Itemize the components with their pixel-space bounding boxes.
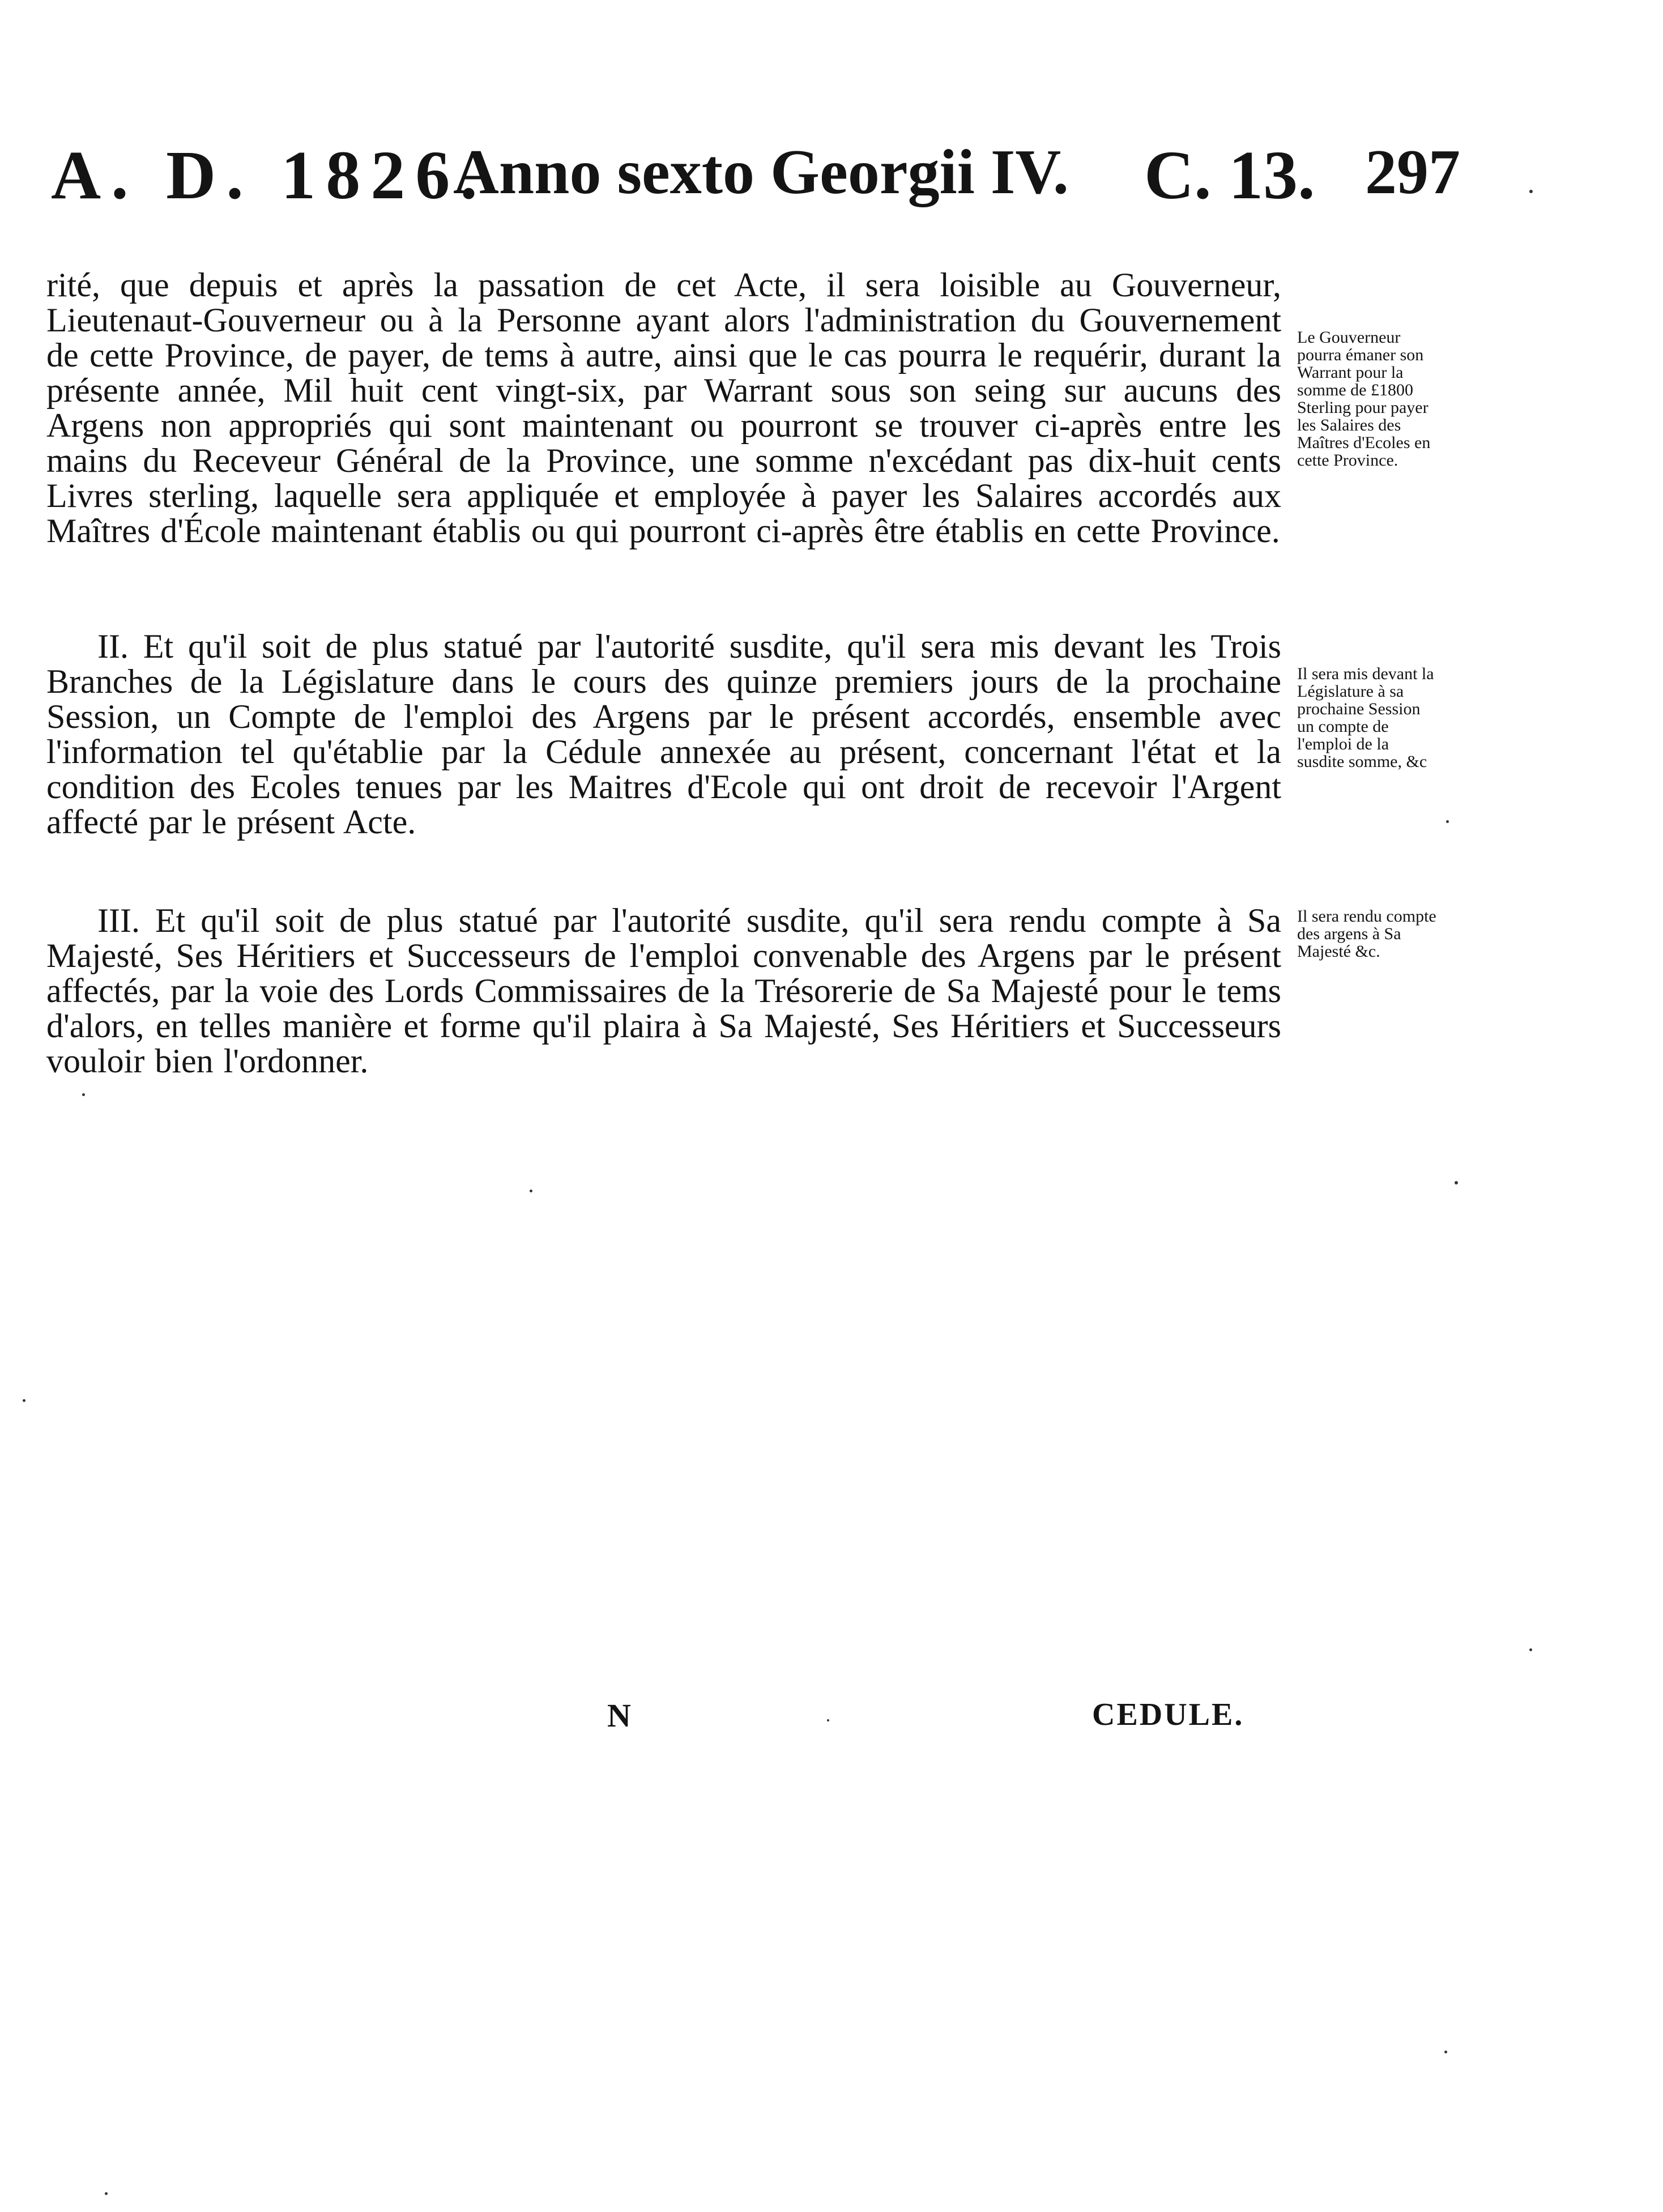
scan-speck xyxy=(105,2192,108,2195)
paragraph-3-text: III. Et qu'il soit de plus statué par l'autorité susdite, qu'il sera rendu compte à Sa Majesté, Ses Héritiers et Successeurs de l'emploi convenable des Argens par le présent affectés, par la voie des Lords Commissaires de la Trésorerie de Sa Majesté pour le tems d'alors, en telles manière et forme qu'il plaira à Sa Majesté, Ses Héritiers et Successeurs vouloir bien l'ordonner. xyxy=(46,902,1281,1080)
scan-speck xyxy=(530,1190,532,1192)
catchword: CEDULE. xyxy=(1092,1697,1244,1732)
paragraph-3 xyxy=(46,903,1281,1079)
header-title: Anno sexto Georgii IV. xyxy=(453,137,1069,207)
scan-speck xyxy=(1444,2051,1447,2053)
scan-speck xyxy=(1446,820,1449,823)
scan-speck xyxy=(1455,1181,1458,1184)
running-head xyxy=(51,136,1460,221)
scan-speck xyxy=(827,1719,829,1721)
paragraph-1-text: rité, que depuis et après la passation de cet Acte, il sera loisible au Gouverneur, Lieutenaut-Gouverneur ou à la Personne ayant alors l'administration du Gouvernement de cette Province, de payer, de tems à autre, ainsi que le cas pourra le requérir, durant la présente année, Mil huit cent vingt-six, par Warrant sous son seing sur aucuns des Argens non appropriés qui sont maintenant ou pourront se trouver ci-après entre les mains du Receveur Général de la Province, une somme n'excédant pas dix-huit cents Livres sterling, laquelle sera appliquée et employée à payer les Salaires accordés aux Maîtres d'École maintenant établis ou qui pourront ci-après être établis en cette Province. xyxy=(46,266,1281,549)
paragraph-2 xyxy=(46,629,1281,839)
scan-speck xyxy=(1529,190,1533,193)
scan-speck xyxy=(23,1399,25,1402)
scan-speck xyxy=(1529,1648,1532,1651)
signature-mark: N xyxy=(607,1697,631,1734)
margin-note-2: Il sera mis devant la Législature à sa prochaine Session un compte de l'emploi de la susdite somme, &c xyxy=(1297,664,1434,771)
margin-note-1: Le Gouverneur pourra émaner son Warrant pour la somme de £1800 Sterling pour payer les Salaires des Maîtres d'Ecoles en cette Province. xyxy=(1297,328,1431,470)
margin-note-3: Il sera rendu compte des argens à Sa Majesté &c. xyxy=(1297,907,1436,961)
header-year: A. D. 1826. xyxy=(51,137,488,214)
paragraph-2-text: II. Et qu'il soit de plus statué par l'autorité susdite, qu'il sera mis devant les Trois Branches de la Législature dans le cours des quinze premiers jours de la prochaine Session, un Compte de l'emploi des Argens par le présent accordés, ensemble avec l'information tel qu'établie par la Cédule annexée au présent, concernant l'état et la condition des Ecoles tenues par les Maitres d'Ecole qui ont droit de recevoir l'Argent affecté par le présent Acte. xyxy=(46,628,1281,841)
page-number: 297 xyxy=(1365,137,1460,207)
scan-speck xyxy=(82,1093,85,1096)
paragraph-1 xyxy=(46,267,1281,548)
header-chapter: C. 13. xyxy=(1144,137,1315,214)
